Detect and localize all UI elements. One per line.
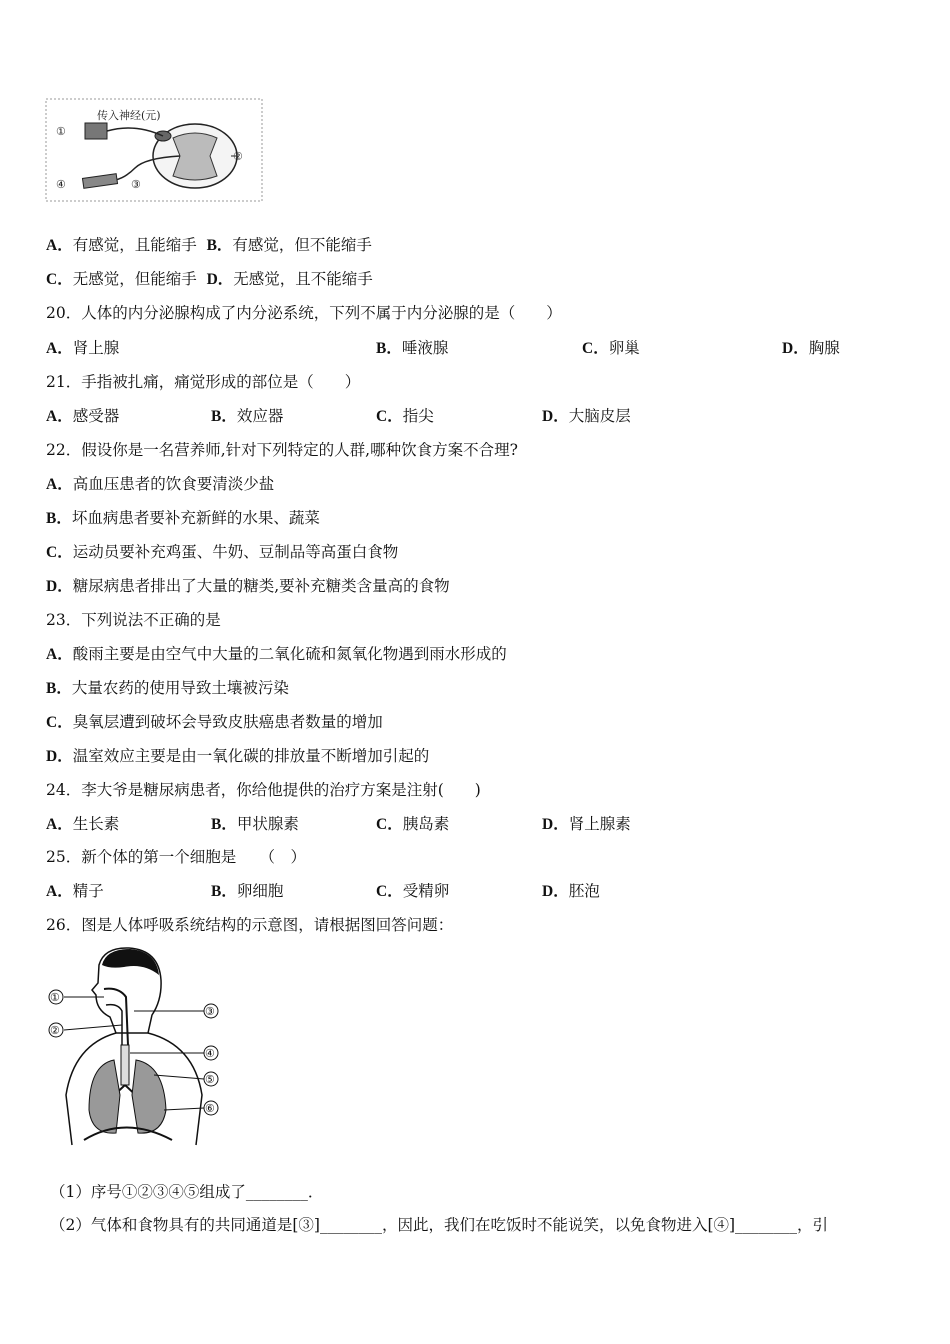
q21-option-d: D．大脑皮层 xyxy=(542,407,631,425)
figure1-marker-3: ③ xyxy=(131,178,141,191)
q21-option-a: A．感受器 xyxy=(46,407,120,425)
figure2-marker-2: ② xyxy=(50,1024,60,1037)
q24-option-a: A．生长素 xyxy=(46,815,120,833)
q23-option-a: A．酸雨主要是由空气中大量的二氧化硫和氮氧化物遇到雨水形成的 xyxy=(46,645,507,663)
q23-stem: 23．下列说法不正确的是 xyxy=(46,611,221,629)
q24-option-d: D．肾上腺素 xyxy=(542,815,631,833)
q26-stem: 26．图是人体呼吸系统结构的示意图，请根据图回答问题： xyxy=(46,916,454,934)
respiratory-system-figure xyxy=(44,945,224,1150)
q20-option-d: D．胸腺 xyxy=(782,339,840,357)
q22-option-d: D．糖尿病患者排出了大量的糖类,要补充糖类含量高的食物 xyxy=(46,577,450,595)
q26-sub-question-2: （2）气体和食物具有的共同通道是[③]________，因此，我们在吃饭时不能说笑，以免食物进入[④]________，引 xyxy=(50,1216,829,1234)
q25-option-d: D．胚泡 xyxy=(542,882,600,900)
q21-option-c: C．指尖 xyxy=(376,407,434,425)
q23-option-d: D．温室效应主要是由一氧化碳的排放量不断增加引起的 xyxy=(46,747,430,765)
q22-option-a: A．高血压患者的饮食要清淡少盐 xyxy=(46,475,275,493)
q23-option-c: C．臭氧层遭到破坏会导致皮肤癌患者数量的增加 xyxy=(46,713,383,731)
q25-option-c: C．受精卵 xyxy=(376,882,450,900)
figure2-marker-1: ① xyxy=(50,991,60,1004)
q25-stem: 25．新个体的第一个细胞是 （ ） xyxy=(46,848,306,866)
q20-stem: 20．人体的内分泌腺构成了内分泌系统，下列不属于内分泌腺的是（ ） xyxy=(46,304,562,322)
q23-option-b: B．大量农药的使用导致土壤被污染 xyxy=(46,679,289,697)
q26-sub-question-1: （1）序号①②③④⑤组成了________． xyxy=(50,1183,324,1201)
figure2-marker-3: ③ xyxy=(205,1005,215,1018)
figure1-marker-4: ④ xyxy=(56,178,66,191)
q21-option-b: B．效应器 xyxy=(211,407,284,425)
q22-option-c: C．运动员要补充鸡蛋、牛奶、豆制品等高蛋白食物 xyxy=(46,543,399,561)
q19-option-row-2: C．无感觉，但能缩手 D．无感觉，且不能缩手 xyxy=(46,270,373,288)
q22-option-b: B．坏血病患者要补充新鲜的水果、蔬菜 xyxy=(46,509,320,527)
figure2-marker-6: ⑥ xyxy=(205,1102,215,1115)
q20-option-b: B．唾液腺 xyxy=(376,339,449,357)
figure1-marker-2: ② xyxy=(233,150,243,163)
q22-stem: 22．假设你是一名营养师,针对下列特定的人群,哪种饮食方案不合理? xyxy=(46,441,518,459)
q24-option-c: C．胰岛素 xyxy=(376,815,450,833)
figure1-top-label: 传入神经(元) xyxy=(97,109,161,122)
q24-option-b: B．甲状腺素 xyxy=(211,815,299,833)
q25-option-b: B．卵细胞 xyxy=(211,882,284,900)
figure2-marker-5: ⑤ xyxy=(205,1073,215,1086)
reflex-arc-figure xyxy=(45,98,263,202)
figure1-marker-1: ① xyxy=(56,125,66,138)
q20-option-c: C．卵巢 xyxy=(582,339,640,357)
q24-stem: 24．李大爷是糖尿病患者，你给他提供的治疗方案是注射( ) xyxy=(46,781,481,799)
q21-stem: 21．手指被扎痛，痛觉形成的部位是（ ） xyxy=(46,373,361,391)
q20-option-a: A．肾上腺 xyxy=(46,339,120,357)
q19-option-row-1: A．有感觉，且能缩手 B．有感觉，但不能缩手 xyxy=(46,236,372,254)
figure2-marker-4: ④ xyxy=(205,1047,215,1060)
q25-option-a: A．精子 xyxy=(46,882,104,900)
